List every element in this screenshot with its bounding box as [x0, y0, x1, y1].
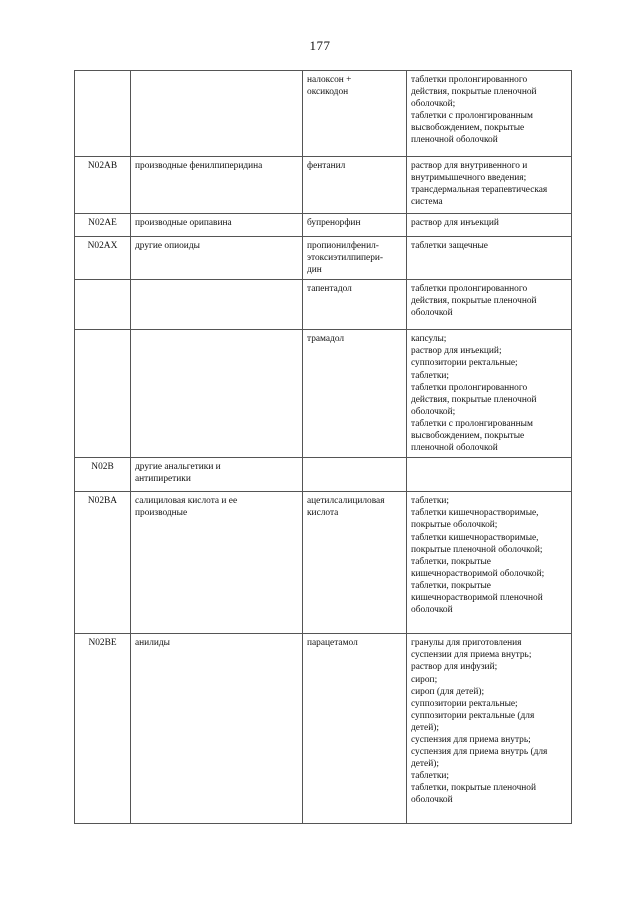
substance-name-cell	[303, 71, 407, 157]
cell-text-line: этоксиэтилпипери-	[307, 253, 384, 264]
cell-text-line: действия, покрытые пленочной	[411, 296, 537, 307]
table-row	[75, 237, 572, 280]
dosage-forms-cell	[407, 634, 572, 824]
cell-text-line: таблетки;	[411, 771, 450, 782]
cell-text: N02AB	[87, 161, 118, 171]
cell-text-line: действия, покрытые пленочной	[411, 87, 537, 98]
dosage-forms-cell	[407, 237, 572, 280]
cell-text-line: антипиретики	[135, 474, 191, 485]
cell-text-line: бупренорфин	[307, 218, 361, 228]
atc-code-cell	[75, 237, 131, 280]
cell-text-line: трансдермальная терапевтическая	[411, 185, 548, 196]
cell-text-line: таблетки с пролонгированным	[411, 418, 533, 429]
substance-name-cell	[303, 237, 407, 280]
cell-text-line: производные фенилпиперидина	[135, 161, 263, 171]
table-row	[75, 157, 572, 214]
table-row	[75, 71, 572, 157]
cell-text-line: суспензии для приема внутрь;	[411, 650, 532, 661]
dosage-forms-cell	[407, 280, 572, 330]
cell-text-line: налоксон +	[307, 75, 352, 85]
cell-text-line: таблетки пролонгированного	[411, 75, 528, 85]
cell-text-line: раствор для инфузий;	[411, 662, 498, 673]
cell-text-line: фентанил	[307, 161, 346, 171]
atc-code-cell	[75, 492, 131, 634]
cell-text-line: другие опиоиды	[135, 241, 200, 251]
substance-name-cell	[303, 157, 407, 214]
cell-text-line: таблетки с пролонгированным	[411, 111, 533, 122]
pharmacological-group-cell	[131, 280, 303, 330]
substance-name-cell	[303, 458, 407, 492]
cell-text-line: пленочной оболочкой	[411, 135, 498, 146]
cell-text-line: высвобождением, покрытые	[411, 123, 525, 134]
cell-text-line: таблетки, покрытые	[411, 556, 491, 567]
cell-text-line: система	[411, 197, 443, 208]
cell-text-line: дин	[307, 265, 322, 276]
cell-text: N02AE	[88, 218, 117, 228]
cell-text-line: кишечнорастворимой пленочной	[411, 592, 543, 603]
cell-text-line: таблетки, покрытые пленочной	[411, 783, 537, 794]
cell-text-line: действия, покрытые пленочной	[411, 394, 537, 405]
cell-text-line: раствор для инъекций;	[411, 346, 502, 357]
cell-text-line: раствор для внутривенного и	[411, 161, 528, 171]
table-row	[75, 214, 572, 237]
cell-text-line: оксикодон	[307, 87, 349, 98]
pharmacological-group-cell	[131, 458, 303, 492]
table-row	[75, 280, 572, 330]
atc-code-cell	[75, 280, 131, 330]
cell-text-line: оболочкой	[411, 605, 453, 616]
cell-text-line: таблетки защечные	[411, 241, 488, 251]
atc-code-cell	[75, 71, 131, 157]
cell-text-line: кишечнорастворимой оболочкой;	[411, 568, 545, 579]
cell-text-line: ацетилсалициловая	[307, 496, 385, 507]
dosage-forms-cell	[407, 157, 572, 214]
cell-text-line: таблетки;	[411, 370, 450, 381]
cell-text-line: таблетки;	[411, 496, 450, 507]
cell-text-line: сироп (для детей);	[411, 686, 485, 697]
pharmacological-group-cell	[131, 237, 303, 280]
cell-text-line: высвобождением, покрытые	[411, 431, 525, 442]
substance-name-cell	[303, 634, 407, 824]
cell-text-line: таблетки пролонгированного	[411, 284, 528, 295]
cell-text-line: раствор для инъекций	[411, 218, 499, 228]
cell-text-line: суппозитории ректальные (для	[411, 710, 535, 721]
cell-text-line: оболочкой	[411, 795, 453, 806]
atc-code-cell	[75, 458, 131, 492]
cell-text-line: таблетки, покрытые	[411, 580, 491, 591]
cell-text: N02BA	[87, 496, 118, 507]
atc-code-cell	[75, 330, 131, 458]
cell-text-line: пропионилфенил-	[307, 241, 379, 251]
table-row	[75, 330, 572, 458]
cell-text-line: детей);	[411, 759, 439, 770]
dosage-forms-cell	[407, 330, 572, 458]
table-row	[75, 492, 572, 634]
pharmacological-group-cell	[131, 157, 303, 214]
cell-text-line: оболочкой;	[411, 99, 456, 110]
pharmacological-group-cell	[131, 71, 303, 157]
cell-text-line: производные	[135, 508, 188, 519]
substance-name-cell	[303, 492, 407, 634]
cell-text-line: тапентадол	[307, 284, 352, 295]
dosage-forms-cell	[407, 214, 572, 237]
substance-name-cell	[303, 330, 407, 458]
cell-text-line: оболочкой;	[411, 406, 456, 417]
substance-name-cell	[303, 280, 407, 330]
dosage-forms-cell	[407, 492, 572, 634]
cell-text-line: суппозитории ректальные;	[411, 358, 518, 369]
cell-text-line: оболочкой	[411, 308, 453, 319]
cell-text-line: пленочной оболочкой	[411, 443, 498, 454]
atc-code-cell	[75, 634, 131, 824]
cell-text-line: кислота	[307, 508, 339, 519]
cell-text-line: таблетки кишечнорастворимые,	[411, 532, 539, 543]
cell-text-line: другие анальгетики и	[135, 462, 221, 473]
cell-text-line: таблетки кишечнорастворимые,	[411, 508, 539, 519]
cell-text-line: производные орипавина	[135, 218, 232, 228]
cell-text-line: капсулы;	[411, 334, 447, 345]
cell-text-line: детей);	[411, 722, 439, 733]
cell-text-line: таблетки пролонгированного	[411, 382, 528, 393]
cell-text-line: парацетамол	[307, 638, 358, 649]
table-body	[75, 71, 572, 824]
cell-text-line: суппозитории ректальные;	[411, 698, 518, 709]
dosage-forms-cell	[407, 458, 572, 492]
atc-code-cell	[75, 157, 131, 214]
cell-text-line: суспензия для приема внутрь;	[411, 734, 531, 745]
table-row	[75, 634, 572, 824]
cell-text-line: трамадол	[307, 334, 345, 345]
table-row	[75, 458, 572, 492]
page-number: 177	[309, 38, 331, 53]
cell-text-line: суспензия для приема внутрь (для	[411, 747, 548, 758]
pharmacological-group-cell	[131, 330, 303, 458]
cell-text: N02B	[91, 462, 114, 473]
cell-text-line: анилиды	[135, 638, 170, 649]
drug-classification-table	[74, 70, 572, 824]
cell-text: N02BE	[88, 638, 117, 649]
cell-text-line: сироп;	[411, 674, 438, 685]
cell-text: N02AX	[87, 241, 118, 251]
cell-text-line: гранулы для приготовления	[411, 638, 522, 649]
dosage-forms-cell	[407, 71, 572, 157]
substance-name-cell	[303, 214, 407, 237]
cell-text-line: салициловая кислота и ее	[135, 496, 238, 507]
pharmacological-group-cell	[131, 492, 303, 634]
cell-text-line: покрытые оболочкой;	[411, 520, 498, 531]
cell-text-line: покрытые пленочной оболочкой;	[411, 544, 543, 555]
pharmacological-group-cell	[131, 214, 303, 237]
pharmacological-group-cell	[131, 634, 303, 824]
cell-text-line: внутримышечного введения;	[411, 173, 527, 184]
atc-code-cell	[75, 214, 131, 237]
